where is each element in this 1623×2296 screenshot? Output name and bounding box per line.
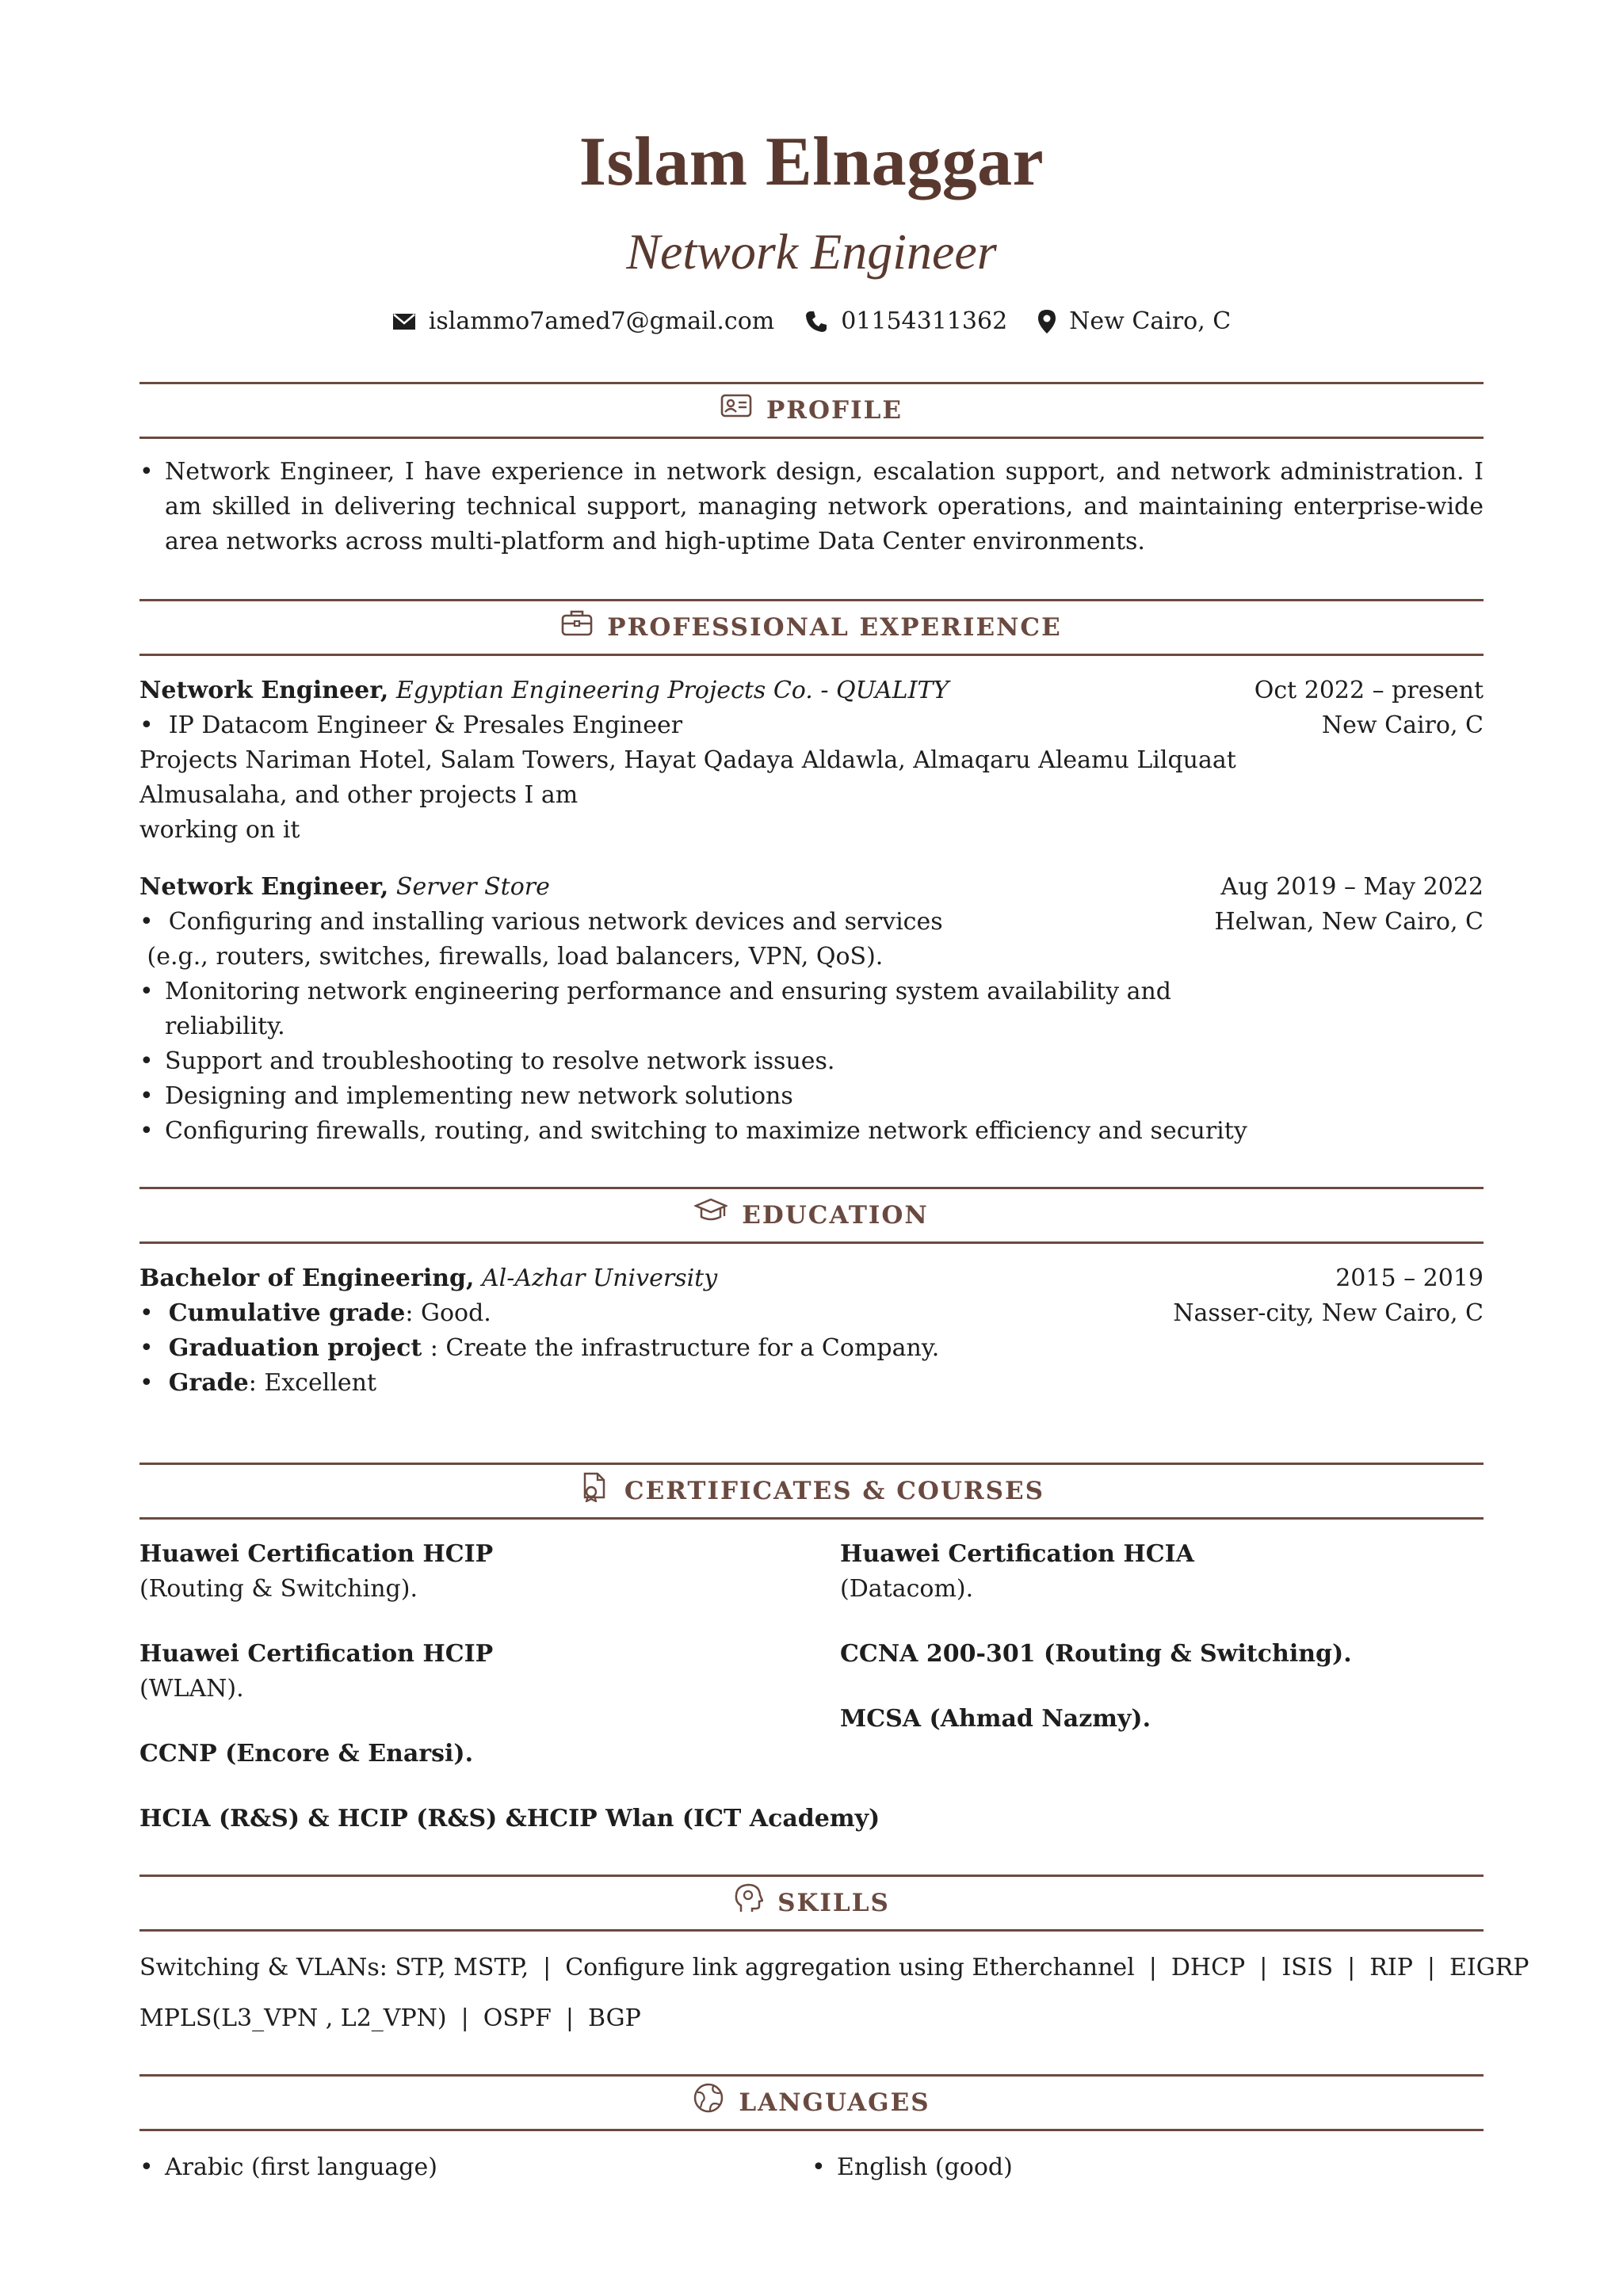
school: Al-Azhar University xyxy=(482,1264,718,1292)
certificates-left-column xyxy=(139,1537,880,1836)
certificate-title: HCIA (R&S) & HCIP (R&S) &HCIP Wlan (ICT Academy) xyxy=(139,1805,880,1833)
skill-separator: | xyxy=(1148,1954,1157,1981)
bullet: • xyxy=(812,2153,826,2181)
section-title-certificates: CERTIFICATES & COURSES xyxy=(624,1477,1045,1505)
skill-item: Switching & VLANs: STP, MSTP, xyxy=(139,1954,529,1981)
experience-entry xyxy=(139,870,1484,1149)
profile-block xyxy=(139,455,1484,559)
experience-line xyxy=(139,708,1484,743)
experience-heading xyxy=(139,870,1484,905)
certificate-item xyxy=(840,1702,1484,1737)
profile-item xyxy=(139,455,1484,559)
skill-item: EIGRP xyxy=(1449,1954,1529,1981)
skill-item: DHCP xyxy=(1170,1954,1246,1981)
experience-line: working on it xyxy=(139,816,300,844)
certificate-title: MCSA (Ahmad Nazmy). xyxy=(840,1705,1151,1733)
bullet: • xyxy=(139,458,154,486)
certificate-icon xyxy=(579,1470,610,1512)
certificate-item xyxy=(840,1637,1484,1702)
experience-bullet-text: Support and troubleshooting to resolve network issues. xyxy=(165,1047,835,1075)
section-title-skills: SKILLS xyxy=(777,1889,890,1917)
section-header-languages xyxy=(139,2074,1484,2131)
language-text: English (good) xyxy=(837,2153,1013,2181)
education-heading xyxy=(139,1261,1484,1296)
bullet: • xyxy=(139,1047,154,1075)
skill-separator: | xyxy=(543,1954,552,1981)
bullet: • xyxy=(139,1334,169,1362)
education-item xyxy=(139,1366,1484,1401)
graduation-cap-icon xyxy=(694,1197,727,1234)
education-item-label: Graduation project xyxy=(168,1334,430,1362)
contact-email[interactable] xyxy=(392,304,774,339)
experience-heading xyxy=(139,673,1484,708)
certificate-sub: (Datacom). xyxy=(840,1575,974,1603)
candidate-title: Network Engineer xyxy=(626,223,997,280)
education-date: 2015 – 2019 xyxy=(1335,1264,1484,1292)
certificate-item xyxy=(139,1537,840,1637)
experience-bullet xyxy=(139,1044,1484,1079)
languages-list xyxy=(139,2150,1484,2185)
experience-line: Almusalaha, and other projects I am xyxy=(139,781,579,809)
section-title-languages: LANGUAGES xyxy=(739,2088,930,2117)
skills-list xyxy=(139,1951,1529,2036)
experience-line: Projects Nariman Hotel, Salam Towers, Hayat Qadaya Aldawla, Almaqaru Aleamu Lilquaat xyxy=(139,746,1236,774)
skill-separator: | xyxy=(460,2004,469,2032)
bullet: • xyxy=(139,1082,154,1110)
education-item-label: Grade xyxy=(168,1369,249,1397)
experience-bullet-text: Monitoring network engineering performance and ensuring system availability and xyxy=(165,978,1171,1005)
globe-icon xyxy=(693,2082,724,2124)
envelope-icon xyxy=(392,312,416,331)
education-item xyxy=(139,1296,1484,1331)
certificate-sub: (WLAN). xyxy=(139,1675,244,1703)
contact-phone[interactable] xyxy=(804,304,1007,339)
section-title-profile: PROFILE xyxy=(766,396,903,425)
experience-bullet-cont xyxy=(139,1009,1484,1044)
location-text: New Cairo, C xyxy=(1069,307,1232,335)
bullet: • xyxy=(139,711,169,739)
job-role: Network Engineer, xyxy=(139,677,389,704)
skill-item: OSPF xyxy=(483,2004,552,2032)
experience-bullet xyxy=(139,974,1484,1009)
bullet: • xyxy=(139,908,169,936)
id-card-icon xyxy=(720,393,752,429)
education-entry xyxy=(139,1261,1484,1401)
job-date: Aug 2019 – May 2022 xyxy=(1220,873,1484,901)
education-item-text: : Create the infrastructure for a Company. xyxy=(430,1334,940,1362)
skill-separator: | xyxy=(1426,1954,1435,1981)
section-header-experience xyxy=(139,599,1484,656)
experience-bullet-text: Designing and implementing new network solutions xyxy=(165,1082,793,1110)
experience-bullet xyxy=(139,1079,1484,1114)
section-header-education xyxy=(139,1187,1484,1244)
skills-row xyxy=(139,2001,1484,2036)
section-header-certificates xyxy=(139,1463,1484,1520)
skill-separator: | xyxy=(1347,1954,1356,1981)
contact-bar xyxy=(0,304,1623,339)
bullet: • xyxy=(139,1299,169,1327)
job-company: Server Store xyxy=(395,873,550,901)
experience-line xyxy=(139,905,1484,940)
phone-icon xyxy=(804,310,828,334)
certificate-title: CCNP (Encore & Enarsi). xyxy=(139,1740,474,1768)
degree: Bachelor of Engineering, xyxy=(139,1264,475,1292)
job-date: Oct 2022 – present xyxy=(1254,677,1484,704)
section-title-education: EDUCATION xyxy=(742,1201,929,1230)
phone-text[interactable]: 01154311362 xyxy=(841,307,1008,335)
bullet: • xyxy=(139,1369,169,1397)
bullet: • xyxy=(139,1117,154,1145)
certificate-sub: (Routing & Switching). xyxy=(139,1575,418,1603)
profile-text: Network Engineer, I have experience in network design, escalation support, and network administration. I am skilled in delivering technical support, managing network operations, and maintaining enterprise-wide area networks across multi-platform and high-uptime Data Center environments. xyxy=(165,458,1484,555)
certificates-grid xyxy=(139,1537,1484,1836)
map-pin-icon xyxy=(1037,309,1056,334)
experience-bullet-text: IP Datacom Engineer & Presales Engineer xyxy=(168,711,683,739)
email-text[interactable]: islammo7amed7@gmail.com xyxy=(428,307,775,335)
certificate-title: Huawei Certification HCIA xyxy=(840,1540,1194,1568)
skill-item: ISIS xyxy=(1281,1954,1334,1981)
contact-location xyxy=(1037,304,1231,339)
education-location: Nasser-city, New Cairo, C xyxy=(1173,1299,1484,1327)
education-item-text: : Excellent xyxy=(248,1369,377,1397)
language-item xyxy=(139,2150,812,2185)
candidate-name: Islam Elnaggar xyxy=(579,124,1044,200)
skill-separator: | xyxy=(565,2004,574,2032)
section-header-profile xyxy=(139,382,1484,439)
job-company: Egyptian Engineering Projects Co. - QUALITY xyxy=(395,677,949,704)
certificate-item xyxy=(139,1637,840,1737)
certificate-title: Huawei Certification HCIP xyxy=(139,1640,494,1668)
job-location: New Cairo, C xyxy=(1321,711,1484,739)
certificate-title: Huawei Certification HCIP xyxy=(139,1540,494,1568)
certificate-item xyxy=(139,1737,840,1802)
section-header-skills xyxy=(139,1875,1484,1932)
skills-row xyxy=(139,1951,1529,2001)
bullet: • xyxy=(139,2153,154,2181)
experience-bullet-text: Configuring firewalls, routing, and switching to maximize network efficiency and security xyxy=(165,1117,1247,1145)
skill-item: RIP xyxy=(1369,1954,1413,1981)
head-gear-icon xyxy=(733,1882,763,1924)
bullet: • xyxy=(139,978,154,1005)
section-title-experience: PROFESSIONAL EXPERIENCE xyxy=(607,613,1062,642)
skill-item: Configure link aggregation using Etherchannel xyxy=(565,1954,1135,1981)
language-item xyxy=(812,2150,1484,2185)
certificate-item xyxy=(840,1537,1484,1637)
experience-bullet xyxy=(139,1114,1484,1149)
language-text: Arabic (first language) xyxy=(165,2153,437,2181)
experience-entry xyxy=(139,673,1484,848)
education-item xyxy=(139,1331,1484,1366)
job-location: Helwan, New Cairo, C xyxy=(1214,908,1484,936)
experience-bullet-text: reliability. xyxy=(165,1013,285,1040)
certificates-right-column xyxy=(840,1537,1484,1836)
skill-item: MPLS(L3_VPN , L2_VPN) xyxy=(139,2004,447,2032)
experience-bullet-text: Configuring and installing various network devices and services xyxy=(168,908,943,936)
certificate-title: CCNA 200-301 (Routing & Switching). xyxy=(840,1640,1352,1668)
experience-line: (e.g., routers, switches, firewalls, load balancers, VPN, QoS). xyxy=(139,943,884,971)
certificate-item xyxy=(139,1802,880,1836)
education-item-label: Cumulative grade xyxy=(168,1299,406,1327)
briefcase-icon xyxy=(561,609,593,646)
skill-separator: | xyxy=(1259,1954,1268,1981)
skill-item: BGP xyxy=(588,2004,641,2032)
education-item-text: : Good. xyxy=(405,1299,491,1327)
job-role: Network Engineer, xyxy=(139,873,389,901)
